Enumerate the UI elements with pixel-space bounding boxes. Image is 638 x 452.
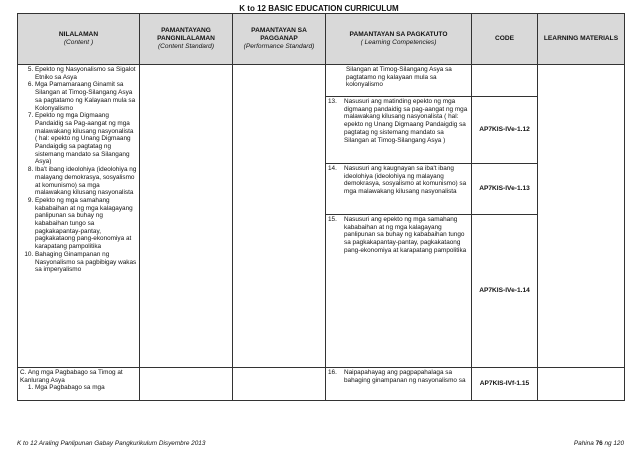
header-materials xyxy=(538,14,625,65)
content-standard-cell xyxy=(140,368,233,401)
list-item: 1. Mga Pagbabago sa mga xyxy=(35,384,137,392)
header-code-title: CODE xyxy=(494,35,515,43)
header-materials-title: LEARNING MATERIALS xyxy=(543,35,619,43)
list-item: 8. Iba't ibang ideolohiya (ideolohiya ng malayang demokrasya, sosyalismo at komunismo) sa mga malawakang kilusang nasyonalista xyxy=(35,166,137,197)
materials-cell xyxy=(538,368,625,401)
header-competencies-sub: ( Learning Competencies) xyxy=(360,39,437,46)
header-content-standard-title: PAMANTAYANG PANGNILALAMAN xyxy=(157,27,215,43)
list-item: 10. Bahaging Ginampanan ng Nasyonalismo sa pagbibigay wakas sa imperyalismo xyxy=(35,251,137,274)
header-competencies xyxy=(326,14,472,65)
header-performance-standard-title: PAMANTAYAN SA PAGGANAP xyxy=(251,27,307,43)
footer-document-title: K to 12 Araling Panlipunan Gabay Pangkurikulum Disyembre 2013 xyxy=(17,440,206,447)
list-item: 5. Epekto ng Nasyonalismo sa Sigalot Etniko sa Asya xyxy=(35,66,137,81)
section-heading: C. Ang mga Pagbabago sa Timog at Kanlurang Asya xyxy=(20,369,123,384)
header-performance-standard xyxy=(233,14,326,65)
table-row xyxy=(18,368,625,401)
header-content-standard-sub: (Content Standard) xyxy=(157,42,215,50)
competency-number: 15. xyxy=(328,216,337,223)
competency-cell xyxy=(326,65,472,97)
header-content xyxy=(18,14,140,65)
code-cell: AP7KIS-IVf-1.15 xyxy=(472,368,538,401)
competency-continuation: Silangan at Timog-Silangang Asya sa pagtatamo ng kalayaan mula sa kolonyalismo xyxy=(346,66,452,89)
competency-number: 14. xyxy=(328,165,337,172)
list-item: 9. Epekto ng mga samahang kababaihan at ng mga kalagayang panlipunan sa buhay ng kababaihan tungo sa pagkakapantay-pantay, pagkakataong pang-ekonomiya at karapatang pampolitika xyxy=(35,197,137,251)
competency-cell xyxy=(326,368,472,401)
competency-number: 16. xyxy=(328,369,337,376)
competency-cell xyxy=(326,215,472,368)
header-content-title: NILALAMAN xyxy=(58,31,99,39)
curriculum-table xyxy=(17,13,625,401)
header-row xyxy=(18,14,625,65)
competency-number: 13. xyxy=(328,98,337,105)
code-cell: AP7KIS-IVe-1.13 xyxy=(472,164,538,215)
content-list xyxy=(20,66,137,274)
performance-standard-cell xyxy=(233,368,326,401)
competency-text: Nasusuri ang epekto ng mga samahang kababaihan at ng mga kalagayang panlipunan sa buhay ng kababaihan tungo sa pagkakapantay-pantay, pagkakataong pang-ekonomiya at karapatang pampolitika xyxy=(344,216,467,254)
header-competencies-title: PAMANTAYAN SA PAGKATUTO xyxy=(349,31,448,39)
content-cell xyxy=(18,65,140,368)
performance-standard-cell xyxy=(233,65,326,368)
competency-cell xyxy=(326,97,472,164)
competency-cell xyxy=(326,164,472,215)
code-cell: AP7KIS-IVe-1.12 xyxy=(472,97,538,164)
list-item: 7. Epekto ng mga Digmaang Pandaidig sa Pag-aangat ng mga malawakang kilusang nasyonalista ( hal: epekto ng Unang Digmaang Pandaigdig sa pagtatag ng sistemang mandato sa Silangang Asya) xyxy=(35,112,137,166)
content-cell xyxy=(18,368,140,401)
header-code xyxy=(472,14,538,65)
footer-page-info xyxy=(574,440,624,447)
competency-text: Naipapahayag ang pagpapahalaga sa bahaging ginampanan ng nasyonalismo sa xyxy=(344,369,466,384)
header-content-sub: (Content ) xyxy=(63,39,94,46)
header-content-standard xyxy=(140,14,233,65)
footer-page-number: 76 xyxy=(595,440,603,447)
footer-page-label: Pahina xyxy=(573,440,594,447)
footer-page-of: ng 120 xyxy=(604,440,624,447)
content-standard-cell xyxy=(140,65,233,368)
list-item: 6. Mga Pamamaraang Ginamit sa Silangan at Timog-Silangang Asya sa pagtatamo ng Kalayaan mula sa Kolonyalismo xyxy=(35,81,137,112)
content-list xyxy=(20,384,137,392)
materials-cell xyxy=(538,65,625,368)
competency-text: Nasusuri ang kaugnayan sa iba't ibang ideolohiya (ideolohiya ng malayang demokrasya, sosyalismo at komunismo) sa mga malawakang kilusang nasyonalista xyxy=(344,165,467,196)
code-cell: AP7KIS-IVe-1.14 xyxy=(472,215,538,368)
competency-text: Nasusuri ang matinding epekto ng mga digmaang pandaidig sa pag-aangat ng mga malawakang kilusang nasyonalista ( hal: epekto ng Unang Digmaang Pandaigdig sa pagtatag ng sistemang mandato sa Silangan at Timog-Silangang Asya ) xyxy=(344,98,468,144)
header-performance-standard-sub: (Performance Standard) xyxy=(243,42,315,50)
table-row xyxy=(18,65,625,97)
code-cell xyxy=(472,65,538,97)
page-title: K to 12 BASIC EDUCATION CURRICULUM xyxy=(239,4,399,13)
